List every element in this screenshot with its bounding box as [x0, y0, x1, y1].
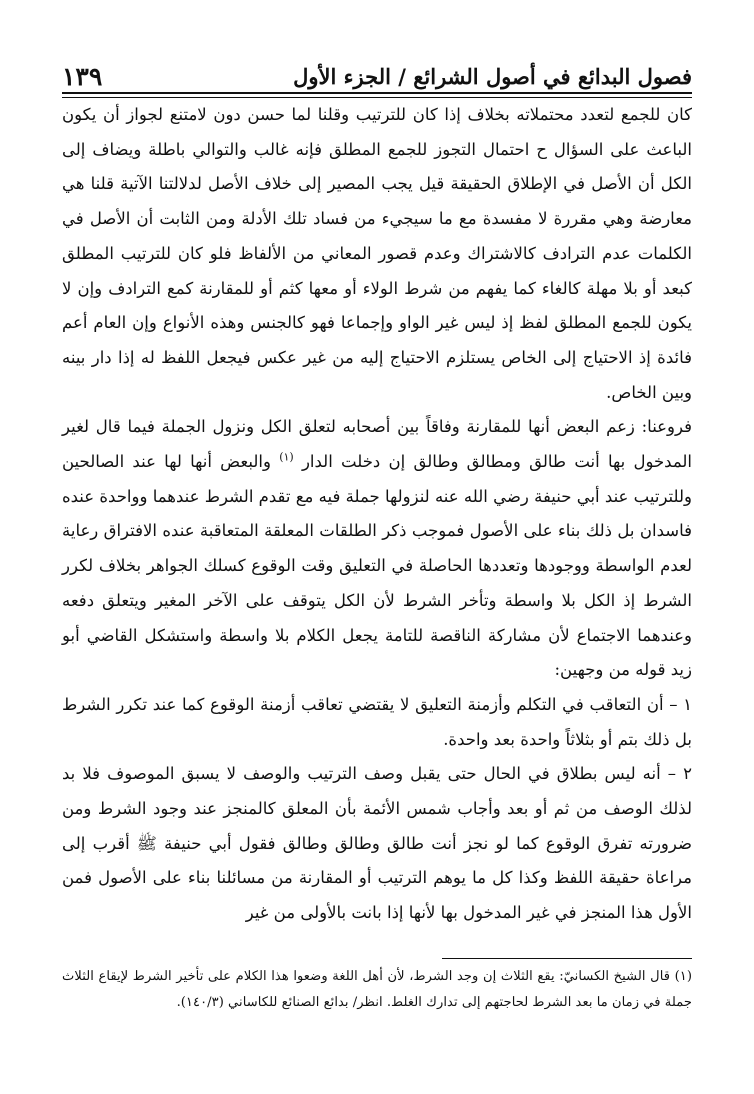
page-header	[62, 46, 692, 92]
running-title: فصول البدائع في أصول الشرائع / الجزء الأول	[293, 64, 692, 89]
page-number: ١٣٩	[62, 62, 103, 91]
paragraph-4: ٢ – أنه ليس بطلاق في الحال حتى يقبل وصف الترتيب والوصف لا يسبق الموصوف فلا بد لذلك الوصف من ثم أو بعد وأجاب شمس الأئمة بأن المعلق كالمنجز عند وجود الشرط ومن ضرورته تفرق الوقوع كما لو نجز أنت طالق وطالق وطالق فقول أبي حنيفة ﷺ أقرب إلى مراعاة حقيقة اللفظ وكذا كل ما يوهم الترتيب أو المقارنة من مسائلنا بناء على الأصول فمن الأول هذا المنجز في غير المدخول بها لأنها إذا بانت بالأولى من غير	[62, 764, 692, 923]
footnote-separator	[442, 958, 692, 959]
footnote	[62, 964, 692, 1016]
main-text	[62, 98, 692, 931]
footnote-reference[interactable]: (١)	[279, 450, 294, 464]
paragraph-2	[62, 410, 692, 688]
paragraph-2-text-a: فروعنا: زعم البعض أنها للمقارنة وفاقاً بين أصحابه لتعلق الكل ونزول الجملة فيما قال لغير المدخول بها أنت طالق ومطالق وطالق إن دخلت الدار	[62, 417, 692, 472]
footnote-text: (١) قال الشيخ الكسانيّ: يقع الثلاث إن وجد الشرط، لأن أهل اللغة وضعوا هذا الكلام على تأخير الشرط لإيقاع الثلاث جملة في زمان ما بعد الشرط لحاجتهم إلى تدارك الغلط. انظر/ بدائع الصنائع للكاساني (١٤٠/٣).	[62, 969, 692, 1010]
paragraph-2-text-b: والبعض أنها لها عند الصالحين وللترتيب عند أبي حنيفة رضي الله عنه لنزولها جملة فيه مع تقدم الشرط عندهما وواحدة عنده فاسدان بل ذلك بناء على الأصول فموجب ذكر الطلقات المعلقة المتعاقبة عنده الافتراق رعاية لعدم الواسطة ووجودها وتعددها الحاصلة في التعليق وقت الوقوع كسلك الجواهر بخلاف لكرر الشرط إذ الكل بلا واسطة وتأخر الشرط لأن الكل يتوقف على الآخر المغير ويتعلق دفعه وعندهما الاجتماع لأن مشاركة الناقصة للتامة يجعل الكلام بلا واسطة واستشكل القاضي أبو زيد قوله من وجهين:	[62, 452, 692, 680]
paragraph-3: ١ – أن التعاقب في التكلم وأزمنة التعليق لا يقتضي تعاقب أزمنة الوقوع كما عند تكرر الشرط بل ذلك بتم أو بثلاثاً واحدة بعد واحدة.	[62, 694, 692, 749]
paragraph-1: كان للجمع لتعدد محتملاته بخلاف إذا كان للترتيب وقلنا لما حسن دون لامتنع لجواز أن يكون الباعث على السؤال ح احتمال التجوز للجمع المطلق فإنه غالب والتوالي باطلة ويضاف إلى الكل أن الأصل في الإطلاق الحقيقة قيل يجب المصير إلى خلاف الأصل لدلالتنا الآتية قلنا هي معارضة وهي مقررة لا مفسدة مع ما سيجيء من فساد تلك الأدلة ومن الثابت أن الأصل في الكلمات عدم الترادف كالاشتراك وعدم قصور المعاني من الألفاظ فلو كان للترتيب المطلق كبعد أو بلا مهلة كالغاء كما يفهم من شرط الولاء أو معها كثم أو للمقارنة كمع الترادف وإن لا يكون للجمع المطلق لفظ إذ ليس غير الواو وإجماعا فهو كالجنس وهذه الأنواع وإن العام أعم فائدة إذ الاحتياج إلى الخاص يستلزم الاحتياج إليه من غير عكس فيجعل اللفظ له إذا دار بينه وبين الخاص.	[62, 105, 692, 402]
